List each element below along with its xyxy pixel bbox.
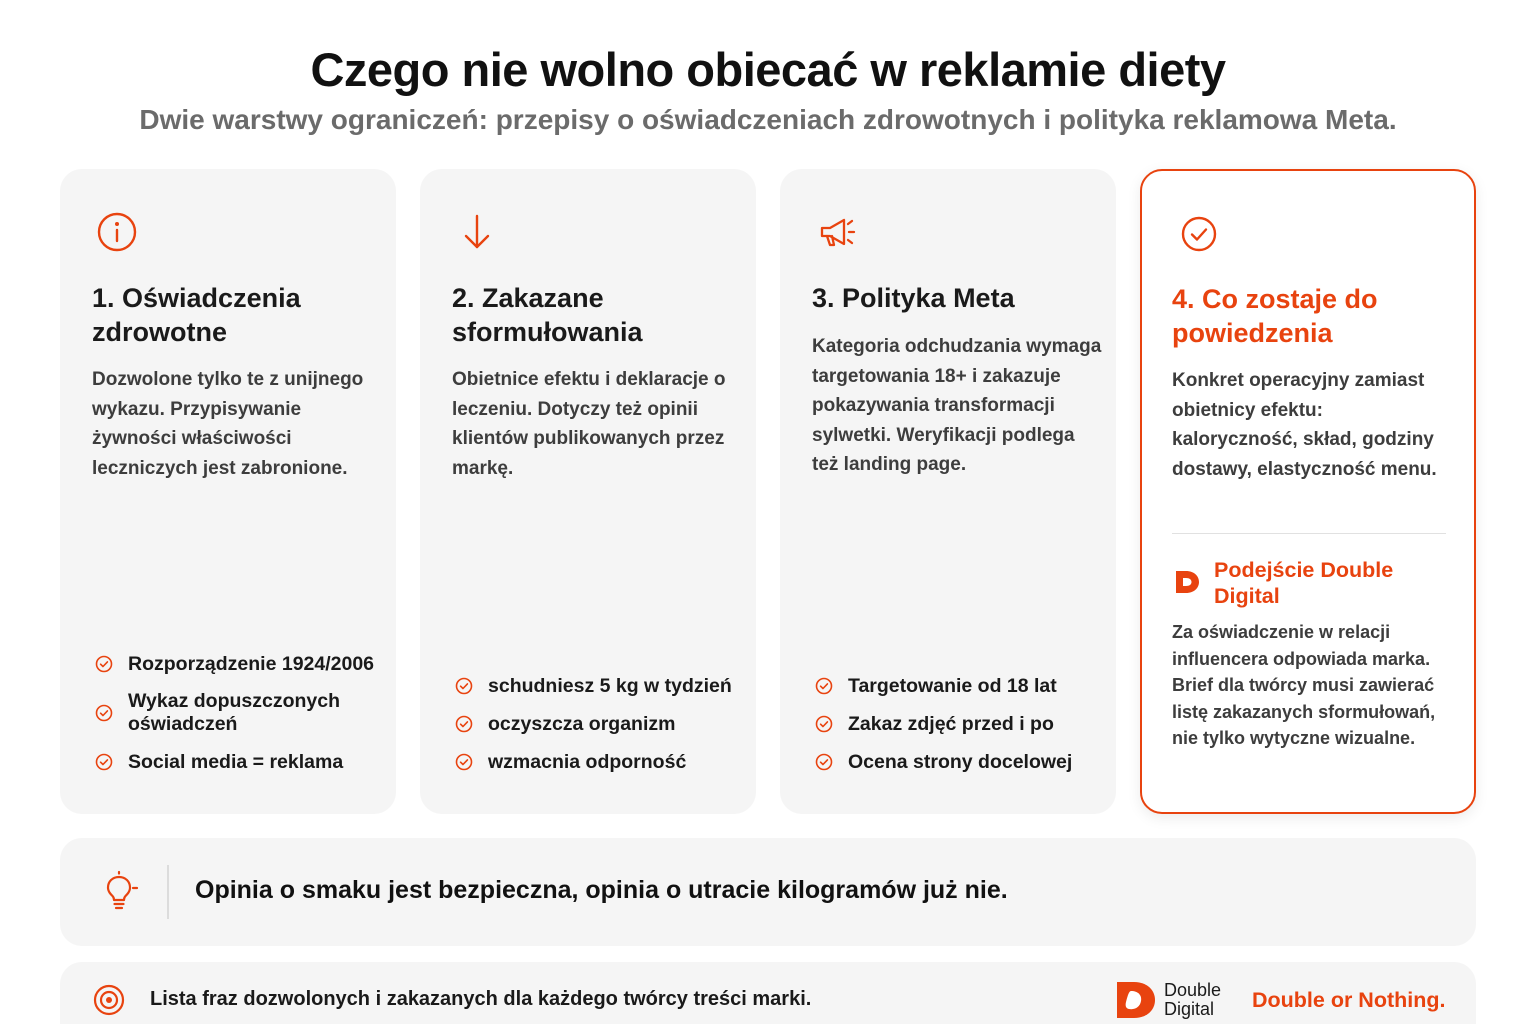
card-description: Kategoria odchudzania wymaga targetowania 18+ i zakazuje pokazywania transformacji sylwetki. Weryfikacji podlega też landing page. xyxy=(812,336,1102,475)
checklist-item xyxy=(92,652,382,676)
checklist-item xyxy=(812,712,1102,736)
approach-text: Za oświadczenie w relacji influencera odpowiada marka. Brief dla twórcy musi zawierać listę zakazanych sformułowań, nie tylko wytyczne wizualne. xyxy=(1172,622,1436,748)
megaphone-icon xyxy=(816,211,858,253)
checklist-item-label: schudniesz 5 kg w tydzień xyxy=(488,674,732,697)
checklist-item xyxy=(92,690,382,736)
check-circle-icon xyxy=(452,674,476,698)
checklist xyxy=(812,660,1102,774)
checklist-item-label: Rozporządzenie 1924/2006 xyxy=(128,652,375,675)
checklist-item xyxy=(452,750,742,774)
checklist-item xyxy=(452,674,742,698)
checklist-item-label: Ocena strony docelowej xyxy=(848,750,1073,773)
arrow-down-icon xyxy=(456,211,498,253)
card-title: 4. Co zostaje do powiedzenia xyxy=(1172,284,1378,348)
target-icon xyxy=(92,983,126,1017)
check-circle-icon xyxy=(812,674,836,698)
check-circle-icon xyxy=(1178,213,1220,255)
approach-header xyxy=(1172,557,1452,609)
footer-text: Lista fraz dozwolonych i zakazanych dla każdego twórcy treści marki. xyxy=(150,988,812,1010)
lightbulb-icon xyxy=(98,870,140,912)
checklist-item xyxy=(92,750,382,774)
checklist-item-label: wzmacnia odporność xyxy=(488,750,687,773)
double-digital-logo-icon xyxy=(1172,567,1202,597)
checklist xyxy=(92,638,382,774)
checklist-item-label: Zakaz zdjęć przed i po xyxy=(848,712,1054,735)
checklist-item xyxy=(452,712,742,736)
card-forbidden-phrases xyxy=(420,169,756,814)
check-circle-icon xyxy=(812,712,836,736)
checklist-item-label: Social media = reklama xyxy=(128,750,344,773)
brand-name-line: Double xyxy=(1164,980,1222,1000)
card-description: Konkret operacyjny zamiast obietnicy efektu: kaloryczność, skład, godziny dostawy, elastyczność menu. xyxy=(1172,370,1437,480)
check-circle-icon xyxy=(452,750,476,774)
footer-banner xyxy=(60,962,1476,1024)
page-title: Czego nie wolno obiecać w reklamie diety xyxy=(310,43,1226,96)
divider xyxy=(1172,533,1446,534)
separator xyxy=(167,865,169,919)
check-circle-icon xyxy=(92,750,116,774)
check-circle-icon xyxy=(812,750,836,774)
card-meta-policy xyxy=(780,169,1116,814)
checklist-item-label: oczyszcza organizm xyxy=(488,712,676,735)
page-subtitle: Dwie warstwy ograniczeń: przepisy o oświadczeniach zdrowotnych i polityka reklamowa Meta. xyxy=(139,104,1397,135)
checklist xyxy=(452,660,742,774)
card-title: 2. Zakazane sformułowania xyxy=(452,283,643,347)
card-health-claims xyxy=(60,169,396,814)
approach-title: Podejście Double Digital xyxy=(1214,558,1394,608)
info-icon xyxy=(96,211,138,253)
checklist-item-label: Wykaz dopuszczonych oświadczeń xyxy=(128,690,341,735)
tip-banner xyxy=(60,838,1476,946)
double-digital-logo-icon xyxy=(1114,978,1158,1022)
tip-text: Opinia o smaku jest bezpieczna, opinia o utracie kilogramów już nie. xyxy=(195,876,1008,904)
brand-name-line: Digital xyxy=(1164,999,1215,1019)
checklist-item-label: Targetowanie od 18 lat xyxy=(848,674,1057,697)
check-circle-icon xyxy=(452,712,476,736)
brand-slogan: Double or Nothing. xyxy=(1252,988,1446,1012)
brand-name xyxy=(1164,981,1221,1019)
checklist-item xyxy=(812,750,1102,774)
checklist-item xyxy=(812,674,1102,698)
card-description: Dozwolone tylko te z unijnego wykazu. Przypisywanie żywności właściwości leczniczych jest zabronione. xyxy=(92,369,364,479)
check-circle-icon xyxy=(92,652,116,676)
card-title: 1. Oświadczenia zdrowotne xyxy=(92,283,301,347)
card-what-remains xyxy=(1140,169,1476,814)
card-description: Obietnice efektu i deklaracje o leczeniu. Dotyczy też opinii klientów publikowanych przez markę. xyxy=(452,369,726,479)
check-circle-icon xyxy=(92,701,116,725)
card-title: 3. Polityka Meta xyxy=(812,283,1015,313)
